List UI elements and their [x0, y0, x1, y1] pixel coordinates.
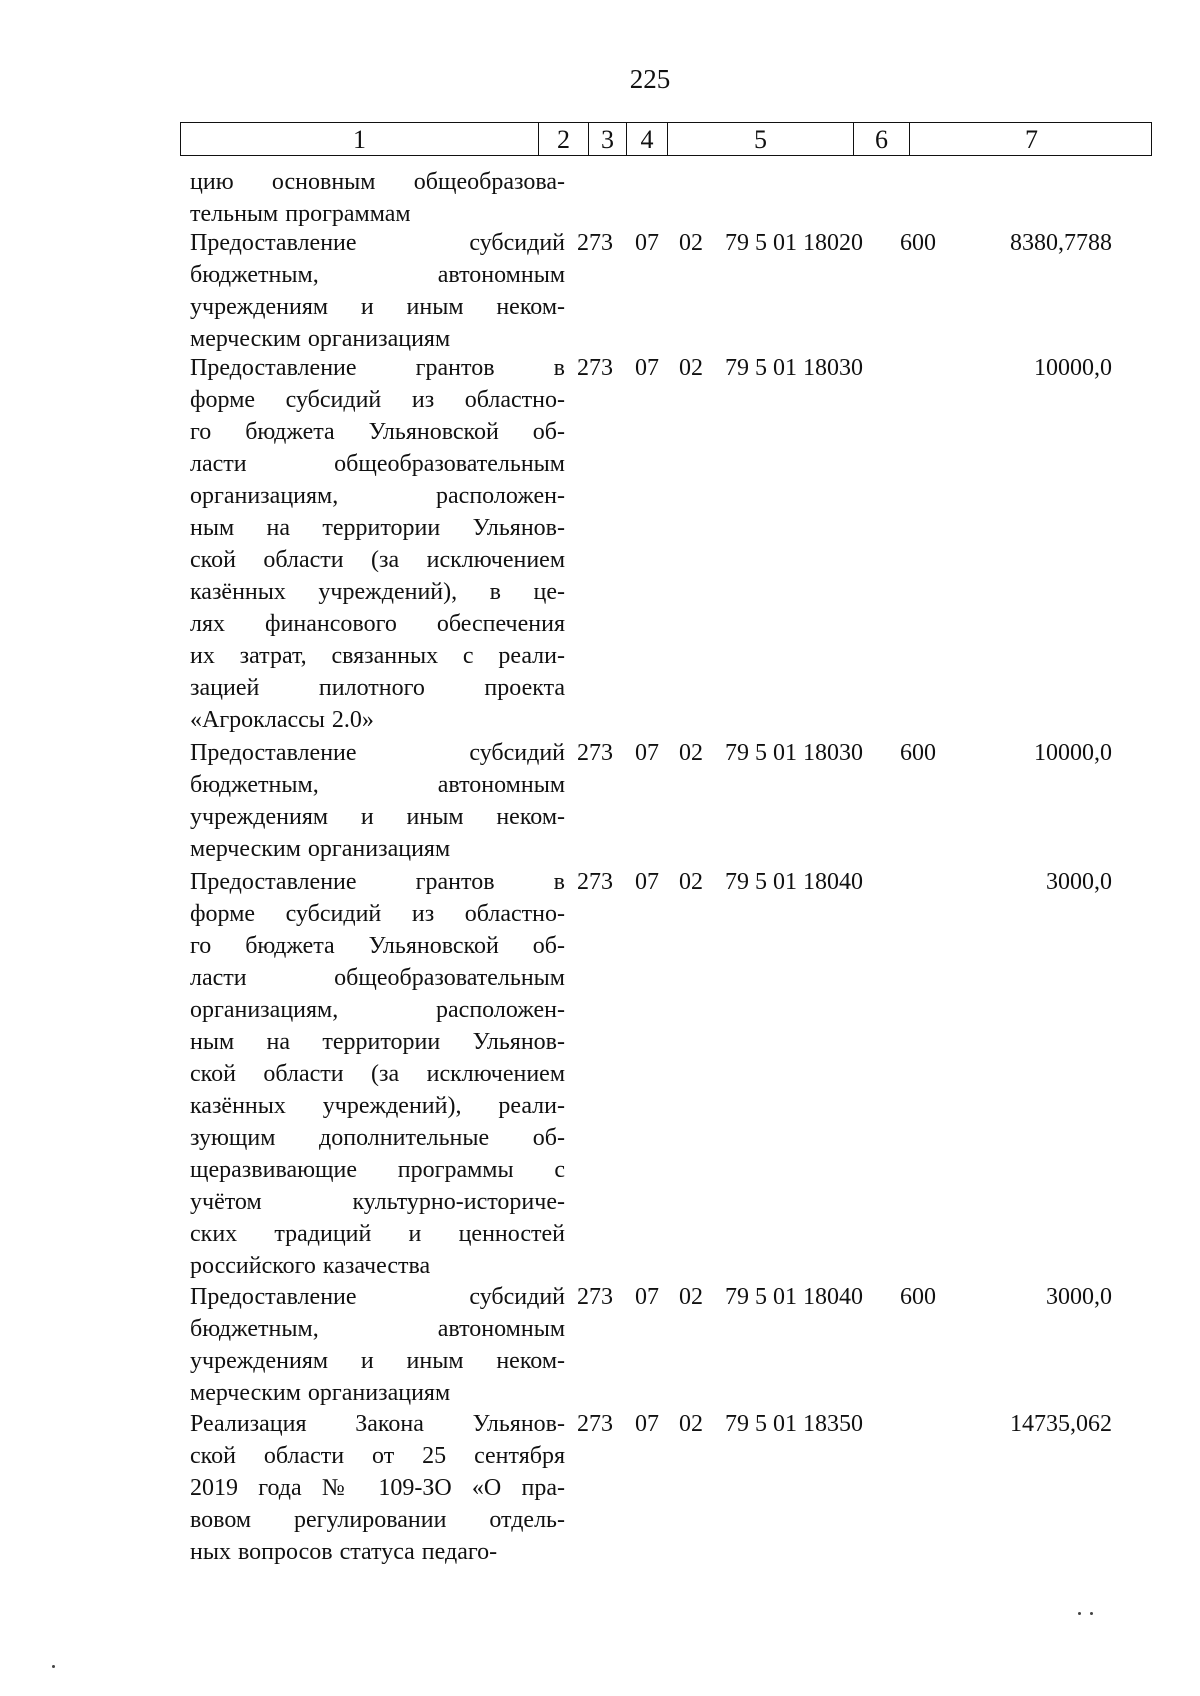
description-line: ской области (за исключением — [190, 547, 565, 573]
row-amount: 10000,0 — [1034, 740, 1112, 766]
description-line: мерческим организациям — [190, 1380, 451, 1406]
description-line: организациям, расположен- — [190, 483, 565, 509]
row-description — [190, 737, 565, 865]
description-line: щеразвивающие программы с — [190, 1157, 565, 1183]
description-line: Предоставление субсидий — [190, 230, 565, 256]
description-line: бюджетным, автономным — [190, 1316, 565, 1342]
description-line: го бюджета Ульяновской об- — [190, 933, 565, 959]
code-admin: 273 — [577, 1411, 613, 1437]
code-section: 07 — [635, 355, 659, 381]
description-line: ских традиций и ценностей — [190, 1221, 565, 1247]
description-line: учреждениям и иным неком- — [190, 1348, 565, 1374]
description-line: учреждениям и иным неком- — [190, 294, 565, 320]
description-line: организациям, расположен- — [190, 997, 565, 1023]
code-expense-type: 600 — [900, 230, 936, 256]
row-amount: 3000,0 — [1046, 1284, 1112, 1310]
scan-speck — [52, 1665, 55, 1668]
row-amount: 10000,0 — [1034, 355, 1112, 381]
description-line: Предоставление субсидий — [190, 740, 565, 766]
code-target-article: 79 5 01 18040 — [725, 1284, 863, 1310]
description-line: Реализация Закона Ульянов- — [190, 1411, 565, 1437]
row-codes — [577, 1408, 950, 1440]
description-line: цию основным общеобразова- — [190, 169, 565, 195]
description-line: ным на территории Ульянов- — [190, 515, 565, 541]
description-line: учётом культурно-историче- — [190, 1189, 565, 1215]
code-admin: 273 — [577, 740, 613, 766]
row-description — [190, 1281, 565, 1409]
code-subsection: 02 — [679, 869, 703, 895]
code-subsection: 02 — [679, 1411, 703, 1437]
code-subsection: 02 — [679, 230, 703, 256]
code-target-article: 79 5 01 18350 — [725, 1411, 863, 1437]
header-col-3: 3 — [588, 123, 626, 155]
page-number: 225 — [629, 64, 671, 94]
description-line: российского казачества — [190, 1253, 431, 1279]
code-target-article: 79 5 01 18020 — [725, 230, 863, 256]
description-line: бюджетным, автономным — [190, 262, 565, 288]
description-line: их затрат, связанных с реали- — [190, 643, 565, 669]
table-header — [180, 122, 1152, 156]
code-admin: 273 — [577, 1284, 613, 1310]
description-line: мерческим организациям — [190, 836, 451, 862]
code-section: 07 — [635, 1284, 659, 1310]
row-codes — [577, 737, 950, 769]
description-line: бюджетным, автономным — [190, 772, 565, 798]
description-line: вовом регулировании отдель- — [190, 1507, 565, 1533]
row-amount: 14735,062 — [1010, 1411, 1112, 1437]
row-codes — [577, 352, 950, 384]
scan-speck — [1090, 1612, 1093, 1615]
description-line: Предоставление грантов в — [190, 355, 565, 381]
code-admin: 273 — [577, 230, 613, 256]
description-line: мерческим организациям — [190, 326, 451, 352]
description-line: тельным программам — [190, 201, 411, 227]
description-line: казённых учреждений), реали- — [190, 1093, 565, 1119]
code-subsection: 02 — [679, 740, 703, 766]
row-codes — [577, 866, 950, 898]
description-line: ласти общеобразовательным — [190, 965, 565, 991]
description-line: учреждениям и иным неком- — [190, 804, 565, 830]
description-line: зацией пилотного проекта — [190, 675, 565, 701]
code-target-article: 79 5 01 18030 — [725, 355, 863, 381]
header-col-4: 4 — [626, 123, 667, 155]
code-subsection: 02 — [679, 355, 703, 381]
header-col-7: 7 — [909, 123, 1153, 155]
row-codes — [577, 166, 950, 198]
code-admin: 273 — [577, 355, 613, 381]
row-description — [190, 166, 565, 230]
row-description — [190, 1408, 565, 1568]
description-line: ской области от 25 сентября — [190, 1443, 565, 1469]
header-col-6: 6 — [853, 123, 909, 155]
header-col-1: 1 — [353, 125, 366, 154]
code-section: 07 — [635, 1411, 659, 1437]
scan-speck — [1078, 1612, 1081, 1615]
description-line: казённых учреждений), в це- — [190, 579, 565, 605]
code-expense-type: 600 — [900, 740, 936, 766]
description-line: 2019 года № 109-ЗО «О пра- — [190, 1475, 565, 1501]
code-subsection: 02 — [679, 1284, 703, 1310]
description-line: лях финансового обеспечения — [190, 611, 565, 637]
row-amount: 8380,7788 — [1010, 230, 1112, 256]
description-line: «Агроклассы 2.0» — [190, 707, 374, 733]
row-codes — [577, 227, 950, 259]
row-description — [190, 866, 565, 1282]
description-line: го бюджета Ульяновской об- — [190, 419, 565, 445]
description-line: ных вопросов статуса педаго- — [190, 1539, 498, 1565]
header-col-5: 5 — [667, 123, 853, 155]
description-line: Предоставление субсидий — [190, 1284, 565, 1310]
row-amount: 3000,0 — [1046, 869, 1112, 895]
description-line: Предоставление грантов в — [190, 869, 565, 895]
code-section: 07 — [635, 740, 659, 766]
description-line: форме субсидий из областно- — [190, 387, 565, 413]
description-line: ласти общеобразовательным — [190, 451, 565, 477]
code-expense-type: 600 — [900, 1284, 936, 1310]
code-section: 07 — [635, 869, 659, 895]
code-section: 07 — [635, 230, 659, 256]
description-line: ской области (за исключением — [190, 1061, 565, 1087]
code-admin: 273 — [577, 869, 613, 895]
description-line: ным на территории Ульянов- — [190, 1029, 565, 1055]
row-codes — [577, 1281, 950, 1313]
description-line: форме субсидий из областно- — [190, 901, 565, 927]
code-target-article: 79 5 01 18030 — [725, 740, 863, 766]
row-description — [190, 352, 565, 736]
row-description — [190, 227, 565, 355]
header-col-2: 2 — [538, 123, 588, 155]
description-line: зующим дополнительные об- — [190, 1125, 565, 1151]
code-target-article: 79 5 01 18040 — [725, 869, 863, 895]
